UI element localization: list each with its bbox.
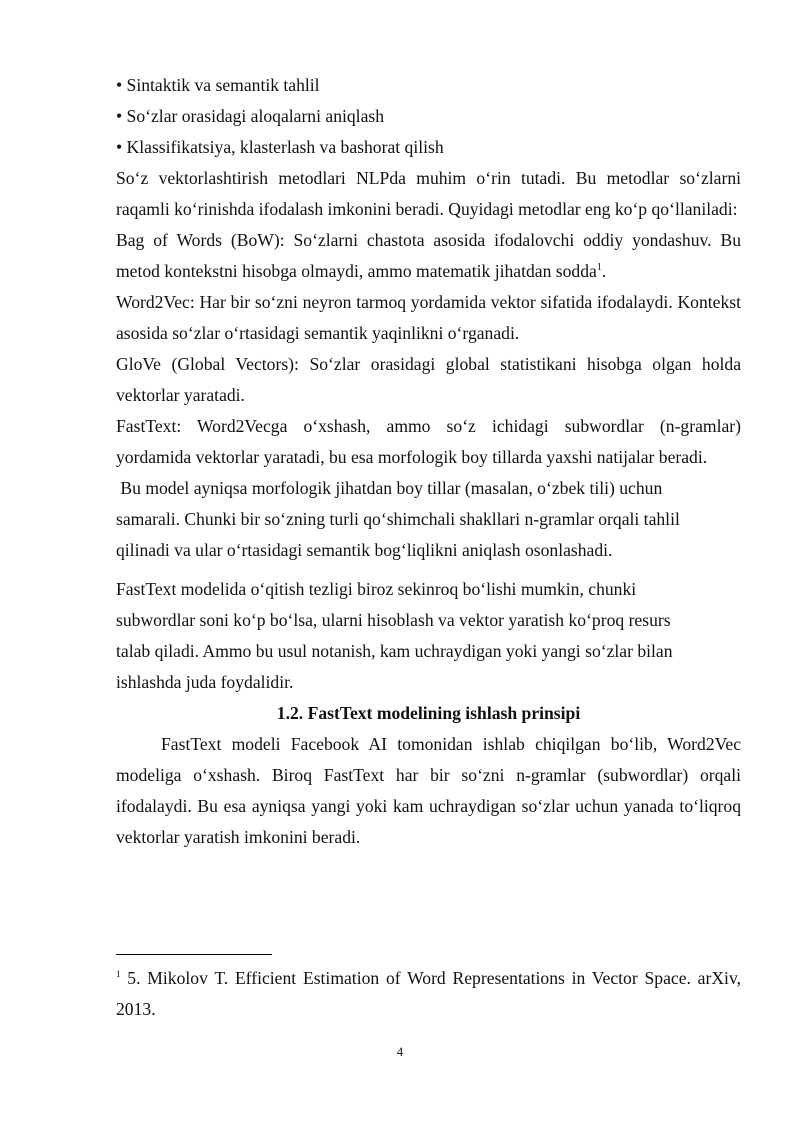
principle-paragraph: FastText modeli Facebook AI tomonidan ishlab chiqilgan bo‘lib, Word2Vec modeliga o‘xshash. Biroq FastText har bir so‘zni n-gramlar (subwordlar) orqali ifodalaydi. Bu esa ayniqsa yangi yoki kam uchraydigan so‘zlar uchun yanada to‘liqroq vektorlar yaratish imkonini beradi. bbox=[116, 734, 741, 847]
footnote bbox=[116, 963, 741, 1025]
speed-line: talab qiladi. Ammo bu usul notanish, kam uchraydigan yoki yangi so‘zlar bilan bbox=[116, 641, 673, 661]
fasttext-line: yordamida vektorlar yaratadi, bu esa morfologik boy tillarda yaxshi natijalar beradi. bbox=[116, 447, 708, 467]
page-body bbox=[116, 70, 741, 853]
footnote-reference[interactable]: 1 bbox=[596, 262, 602, 274]
word2vec-paragraph: Word2Vec: Har bir so‘zni neyron tarmoq yordamida vektor sifatida ifodalaydi. Kontekst asosida so‘zlar o‘rtasidagi semantik yaqinlikni o‘rganadi. bbox=[116, 292, 741, 343]
speed-line: FastText modelida o‘qitish tezligi biroz sekinroq bo‘lishi mumkin, chunki bbox=[116, 579, 637, 599]
bow-text: Bag of Words (BoW): So‘zlarni chastota asosida ifodalovchi oddiy yondashuv. Bu metod kontekstni hisobga olmaydi, ammo matematik jihatdan sodda bbox=[116, 230, 741, 281]
fasttext-line: samarali. Chunki bir so‘zning turli qo‘shimchali shakllari n-gramlar orqali tahlil bbox=[116, 509, 680, 529]
fasttext-line: qilinadi va ular o‘rtasidagi semantik bog‘liqlikni aniqlash osonlashadi. bbox=[116, 540, 613, 560]
footnote-text: 5. Mikolov T. Efficient Estimation of Word Representations in Vector Space. arXiv, 2013. bbox=[116, 968, 741, 1019]
bullet-item: • So‘zlar orasidagi aloqalarni aniqlash bbox=[116, 106, 385, 126]
speed-line: ishlashda juda foydalidir. bbox=[116, 672, 294, 692]
speed-paragraph bbox=[116, 574, 741, 698]
intro-paragraph: So‘z vektorlashtirish metodlari NLPda muhim o‘rin tutadi. Bu metodlar so‘zlarni raqamli ko‘rinishda ifodalash imkonini beradi. Quyidagi metodlar eng ko‘p qo‘llaniladi: bbox=[116, 168, 741, 219]
fasttext-line: FastText: Word2Vecga o‘xshash, ammo so‘z ichidagi subwordlar (n-gramlar) bbox=[116, 416, 741, 436]
speed-line: subwordlar soni ko‘p bo‘lsa, ularni hisoblash va vektor yaratish ko‘proq resurs bbox=[116, 610, 671, 630]
fasttext-line: Bu model ayniqsa morfologik jihatdan boy tillar (masalan, o‘zbek tili) uchun bbox=[116, 478, 663, 498]
bullet-item: • Sintaktik va semantik tahlil bbox=[116, 75, 320, 95]
section-heading: 1.2. FastText modelining ishlash prinsipi bbox=[276, 703, 581, 723]
footnote-separator bbox=[116, 954, 272, 955]
bow-end: . bbox=[601, 261, 607, 281]
bow-paragraph bbox=[116, 225, 741, 287]
page-number: 4 bbox=[396, 1044, 404, 1059]
footnote-mark: 1 bbox=[116, 969, 121, 980]
glove-paragraph: GloVe (Global Vectors): So‘zlar orasidagi global statistikani hisobga olgan holda vektorlar yaratadi. bbox=[116, 354, 741, 405]
fasttext-paragraph bbox=[116, 411, 741, 566]
bullet-item: • Klassifikatsiya, klasterlash va bashorat qilish bbox=[116, 137, 444, 157]
